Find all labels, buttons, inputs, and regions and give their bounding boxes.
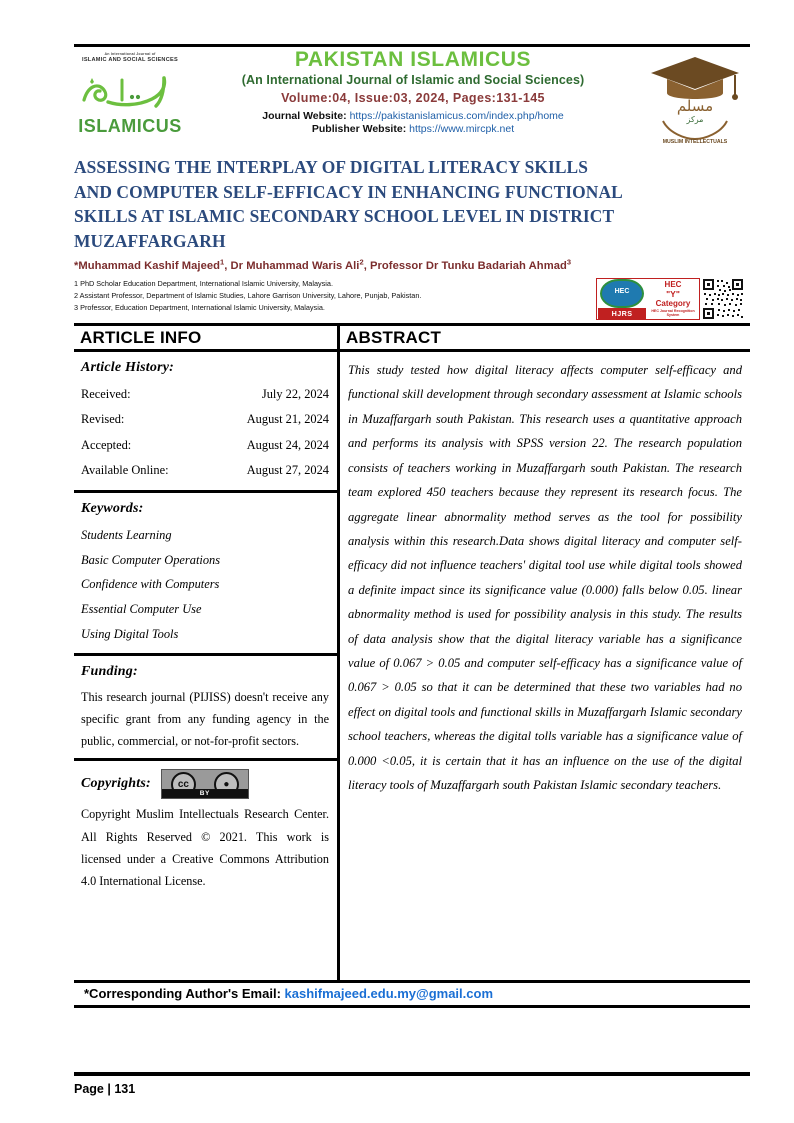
paper-title-line-4: MUZAFFARGARH [74, 231, 226, 252]
paper-title-line-1: ASSESSING THE INTERPLAY OF DIGITAL LITERACY SKILLS [74, 157, 589, 177]
article-info-abstract-block [74, 323, 750, 983]
hec-category-mark: "Y" [666, 289, 680, 300]
svg-text:مركز: مركز [686, 115, 704, 124]
article-info-heading: ARTICLE INFO [74, 326, 337, 352]
copyrights-panel [74, 761, 337, 898]
history-value-received: July 22, 2024 [261, 387, 329, 401]
qr-code-icon[interactable] [702, 278, 744, 320]
svg-text:MUSLIM INTELLECTUALS: MUSLIM INTELLECTUALS [662, 139, 728, 145]
affiliation-list [74, 278, 594, 313]
history-row-revised [81, 407, 329, 432]
abstract-text: This study tested how digital literacy affects computer self-efficacy and functional skill development through secondary assessment at Islamic schools in Muzaffargarh south Pakistan. This research uses a quantitative approach and performs its analysis with SPSS version 22. The research population consists of teachers working in Muzaffargarh south Pakistan. The research team explored 450 teachers because they represent its research focus. The aggregate linear abnormality method serves as the tool for possibility analysis within this research.Data shows digital literacy and computer self-efficacy did not influence teachers' digital tool use while digital tools showed a definite impact since its significance value (0.000) falls below 0.05. linear abnormality method is used for possibility analysis in this study. The results of data analysis show that the digital literacy variable has a significance value of 0.067 > 0.05 and computer self-efficacy has a significance value of 0.067 > 0.05 so that it can be determined that these two variables had no effect on digital tools and functional skills in Muzaffargarh Islamic secondary school teachers, whereas the digital tolls variable has a significance value of 0.000 <0.05, it is certain that it has an influence on the use of the digital literacy tools of Muzaffargarh south Pakistan Islamic secondary teachers. [348, 363, 742, 793]
islamicus-logo-tagline-2: ISLAMIC AND SOCIAL SCIENCES [82, 56, 178, 63]
article-info-column [74, 326, 340, 980]
article-history-panel [74, 352, 337, 493]
journal-subtitle: (An International Journal of Islamic and Social Sciences) [241, 72, 585, 87]
hec-label: HEC [664, 280, 682, 290]
page-number: Page | 131 [74, 1082, 136, 1096]
history-row-available-online [81, 458, 329, 483]
affiliation-2: 2 Assistant Professor, Department of Islamic Studies, Lahore Garrison University, Lahore, Punjab, Pakistan. [74, 290, 422, 300]
volume-issue-line: Volume:04, Issue:03, 2024, Pages:131-145 [281, 91, 545, 106]
history-label-received: Received: [81, 387, 131, 401]
publisher-website-label: Publisher Website: [311, 123, 407, 136]
journal-website-url[interactable]: https://pakistanislamicus.com/index.php/home [349, 110, 564, 123]
history-row-received [81, 382, 329, 407]
hec-recognition-badge [596, 278, 700, 320]
islamicus-logo [74, 47, 186, 154]
history-value-revised: August 21, 2024 [246, 412, 329, 427]
abstract-column [340, 326, 750, 980]
arabic-calligraphy-icon [78, 66, 182, 116]
funding-text: This research journal (PIJISS) doesn't receive any specific grant from any funding agency in the public, commercial, or not-for-profit sectors. [81, 689, 329, 749]
hec-category-area [647, 279, 699, 319]
corresponding-author-bar [74, 986, 750, 1008]
corresponding-author-label: *Corresponding Author's Email: [84, 986, 281, 1001]
islamicus-logo-tagline-1: An International Journal of [104, 52, 156, 56]
corresponding-author-email[interactable]: kashifmajeed.edu.my@gmail.com [284, 986, 494, 1001]
publisher-website-url[interactable]: https://www.mircpk.net [409, 123, 515, 136]
keyword-item: Using Digital Tools [81, 626, 179, 641]
cc-person-icon: ● [214, 772, 239, 797]
copyrights-title: Copyrights: [81, 776, 151, 792]
history-label-available-online: Available Online: [81, 463, 169, 478]
graduation-cap-icon [647, 49, 743, 147]
history-label-accepted: Accepted: [81, 437, 132, 452]
journal-website-line [186, 110, 640, 123]
hec-category-word: Category [655, 298, 691, 308]
indexing-badges [596, 277, 750, 321]
journal-website-label: Journal Website: [262, 110, 347, 123]
article-history-title: Article History: [81, 360, 175, 375]
author-names: *Muhammad Kashif Majeed$^1$, Dr Muhammad Waris Ali$^2$, Professor Dr Tunku Badariah Ahmad$^3$ [74, 257, 572, 272]
keyword-item: Basic Computer Operations [81, 552, 221, 567]
funding-panel [74, 656, 337, 762]
journal-title: PAKISTAN ISLAMICUS [294, 48, 532, 71]
footer-divider [74, 1072, 750, 1076]
keywords-title: Keywords: [81, 500, 144, 516]
history-label-revised: Revised: [81, 412, 125, 427]
history-value-accepted: August 24, 2024 [246, 437, 329, 452]
paper-title-line-3: SKILLS AT ISLAMIC SECONDARY SCHOOL LEVEL IN DISTRICT [74, 206, 615, 227]
cc-by-label: BY [162, 789, 248, 798]
copyrights-text: Copyright Muslim Intellectuals Research Center. All Rights Reserved © 2021. This work is licensed under a Creative Commons Attribution 4.0 International License. [81, 807, 329, 888]
keyword-item: Students Learning [81, 527, 172, 542]
keywords-panel [74, 493, 337, 656]
publisher-website-line [186, 123, 640, 136]
journal-masthead [74, 44, 750, 154]
history-value-available-online: August 27, 2024 [246, 463, 329, 478]
copyrights-header-row [81, 769, 329, 799]
creative-commons-by-icon [161, 769, 249, 799]
masthead-center [186, 47, 640, 154]
page-title [74, 155, 750, 254]
abstract-heading: ABSTRACT [340, 326, 750, 352]
mirc-logo [640, 47, 750, 154]
affiliation-1: 1 PhD Scholar Education Department, International Islamic University, Malaysia. [74, 279, 334, 288]
hec-emblem-area [597, 279, 647, 319]
funding-title: Funding: [81, 663, 138, 679]
islamicus-wordmark: ISLAMICUS [78, 116, 182, 137]
hjrs-label: HJRS [598, 308, 646, 319]
affiliation-3: 3 Professor, Education Department, International Islamic University, Malaysia. [74, 302, 325, 312]
cc-circle-icon: cc [171, 772, 196, 797]
hjrs-sub-label: HEC Journal Recognition System [651, 308, 695, 317]
keyword-item: Confidence with Computers [81, 577, 220, 592]
history-row-accepted [81, 433, 329, 458]
keyword-item: Essential Computer Use [81, 602, 202, 617]
hec-emblem-icon [600, 279, 644, 308]
paper-title-line-2: AND COMPUTER SELF-EFFICACY IN ENHANCING FUNCTIONAL [74, 181, 623, 202]
svg-text:مسلم: مسلم [676, 97, 714, 115]
author-list [74, 257, 750, 272]
